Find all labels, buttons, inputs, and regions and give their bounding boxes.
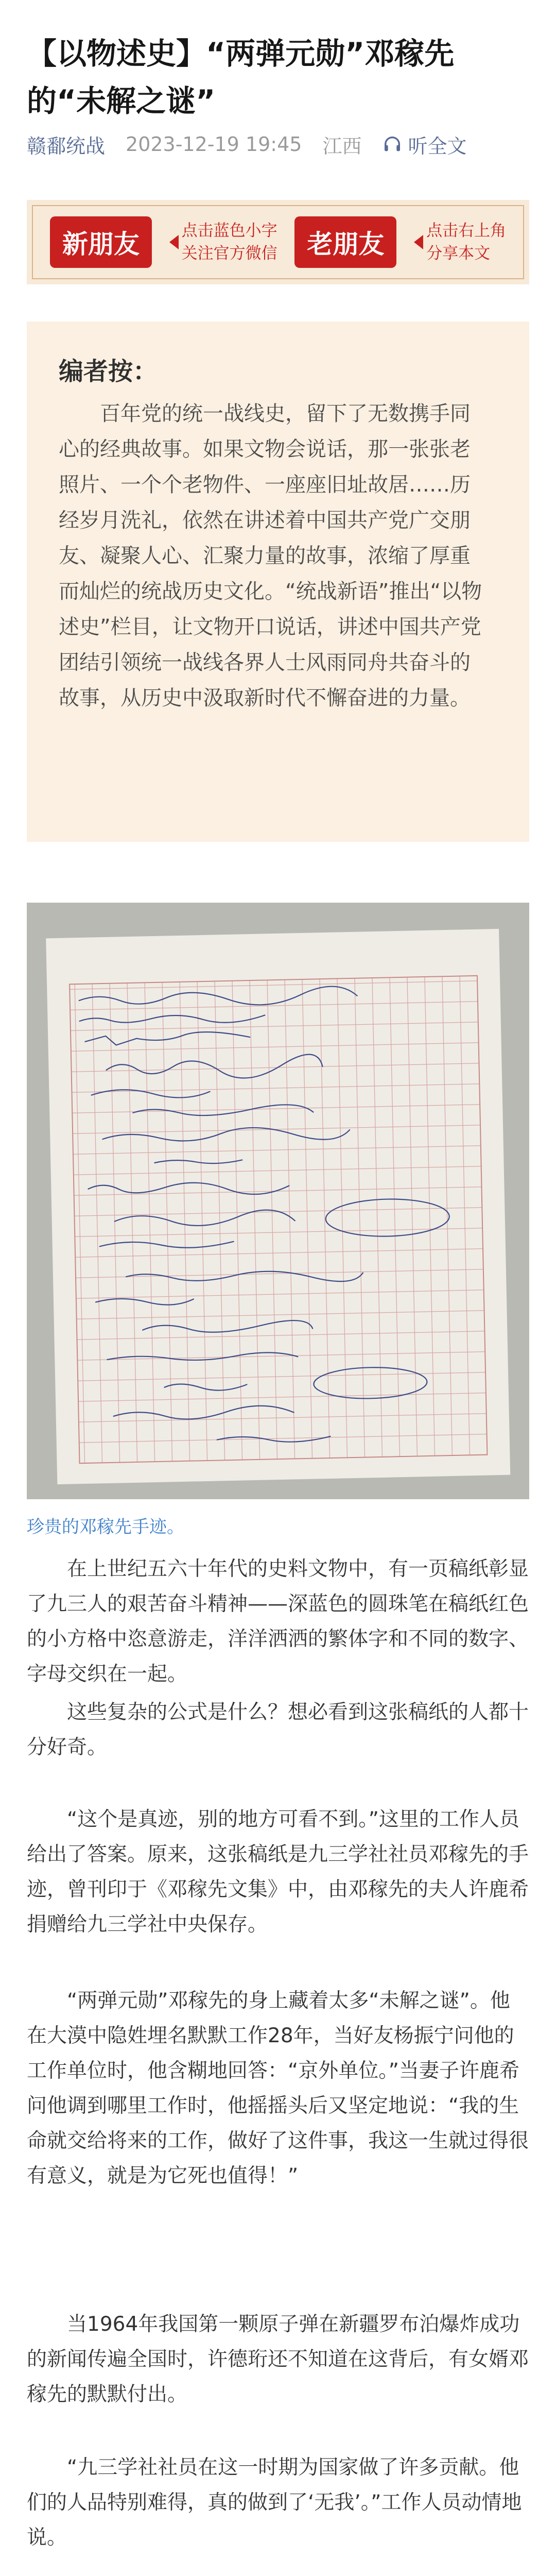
follow-banner[interactable]: [27, 200, 529, 284]
publish-datetime: 2023-12-19 19:45: [126, 133, 302, 156]
body-paragraph-3: “这个是真迹，别的地方可看不到。”这里的工作人员给出了答案。原来，这张稿纸是九三学社社员邓稼先的手迹，曾刊印于《邓稼先文集》中，由邓稼先的夫人许鹿希捐赠给九三学社中央保存。: [27, 1808, 529, 1936]
new-friend-hint: [169, 219, 277, 265]
new-friend-hint-line-2: 关注官方微信: [181, 244, 277, 263]
body-paragraph-1: 在上世纪五六十年代的史料文物中，有一页稿纸彰显了九三人的艰苦奋斗精神——深蓝色的圆珠笔在稿纸红色的小方格中恣意游走，洋洋洒洒的繁体字和不同的数字、字母交织在一起。: [27, 1557, 529, 1686]
body-paragraph-2: 这些复杂的公式是什么？想必看到这张稿纸的人都十分好奇。: [27, 1701, 529, 1759]
manuscript-image: [27, 903, 529, 1499]
photo-caption: 珍贵的邓稼先手迹。: [27, 1517, 184, 1537]
left-arrow-icon: [414, 235, 423, 249]
listen-full-text-button[interactable]: [382, 130, 466, 159]
editor-note: [27, 321, 529, 842]
headphones-icon: [382, 134, 403, 155]
publish-location: 江西: [322, 134, 362, 158]
old-friend-badge: 老朋友: [294, 216, 396, 268]
editor-note-text: 百年党的统一战线史，留下了无数携手同心的经典故事。如果文物会说话，那一张张老照片、一个个老物件、一座座旧址故居……历经岁月洗礼，依然在讲述着中国共产党广交朋友、凝聚人心、汇聚力量的故事，浓缩了厚重而灿烂的统战历史文化。“统战新语”推出“以物述史”栏目，让文物开口说话，讲述中国共产党团结引领统一战线各界人士风雨同舟共奋斗的故事，从历史中汲取新时代不懈奋进的力量。: [59, 402, 482, 710]
new-friend-hint-line-1: 点击蓝色小字: [181, 222, 277, 240]
listen-full-text-label: 听全文: [408, 134, 467, 158]
article-title: 【以物述史】“两弹元勋”邓稼先的“未解之谜”: [27, 36, 455, 118]
body-paragraph-4: “两弹元勋”邓稼先的身上藏着太多“未解之谜”。他在大漠中隐姓埋名默默工作28年，当好友杨振宁问他的工作单位时，他含糊地回答：“京外单位。”当妻子许鹿希问他调到哪里工作时，他摇摇头后又坚定地说：“我的生命就交给将来的工作，做好了这件事，我这一生就过得很有意义，就是为它死也值得！”: [27, 1989, 529, 2188]
body-paragraph-5: 当1964年我国第一颗原子弹在新疆罗布泊爆炸成功的新闻传遍全国时，许德珩还不知道在这背后，有女婿邓稼先的默默付出。: [27, 2313, 529, 2406]
old-friend-hint-line-1: 点击右上角: [426, 222, 507, 240]
new-friend-badge: 新朋友: [50, 216, 152, 268]
manuscript-photo[interactable]: [27, 903, 529, 1499]
article-meta: [27, 129, 466, 160]
body-paragraph-6: “九三学社社员在这一时期为国家做了许多贡献。他们的人品特别难得，真的做到了‘无我’。”工作人员动情地说。: [27, 2456, 522, 2549]
old-friend-hint-line-2: 分享本文: [426, 244, 491, 263]
follow-banner-frame: [32, 205, 524, 279]
author-link[interactable]: 赣鄱统战: [27, 134, 106, 158]
left-arrow-icon: [169, 235, 179, 249]
editor-note-heading: 编者按：: [59, 357, 158, 386]
old-friend-hint: [414, 219, 506, 265]
